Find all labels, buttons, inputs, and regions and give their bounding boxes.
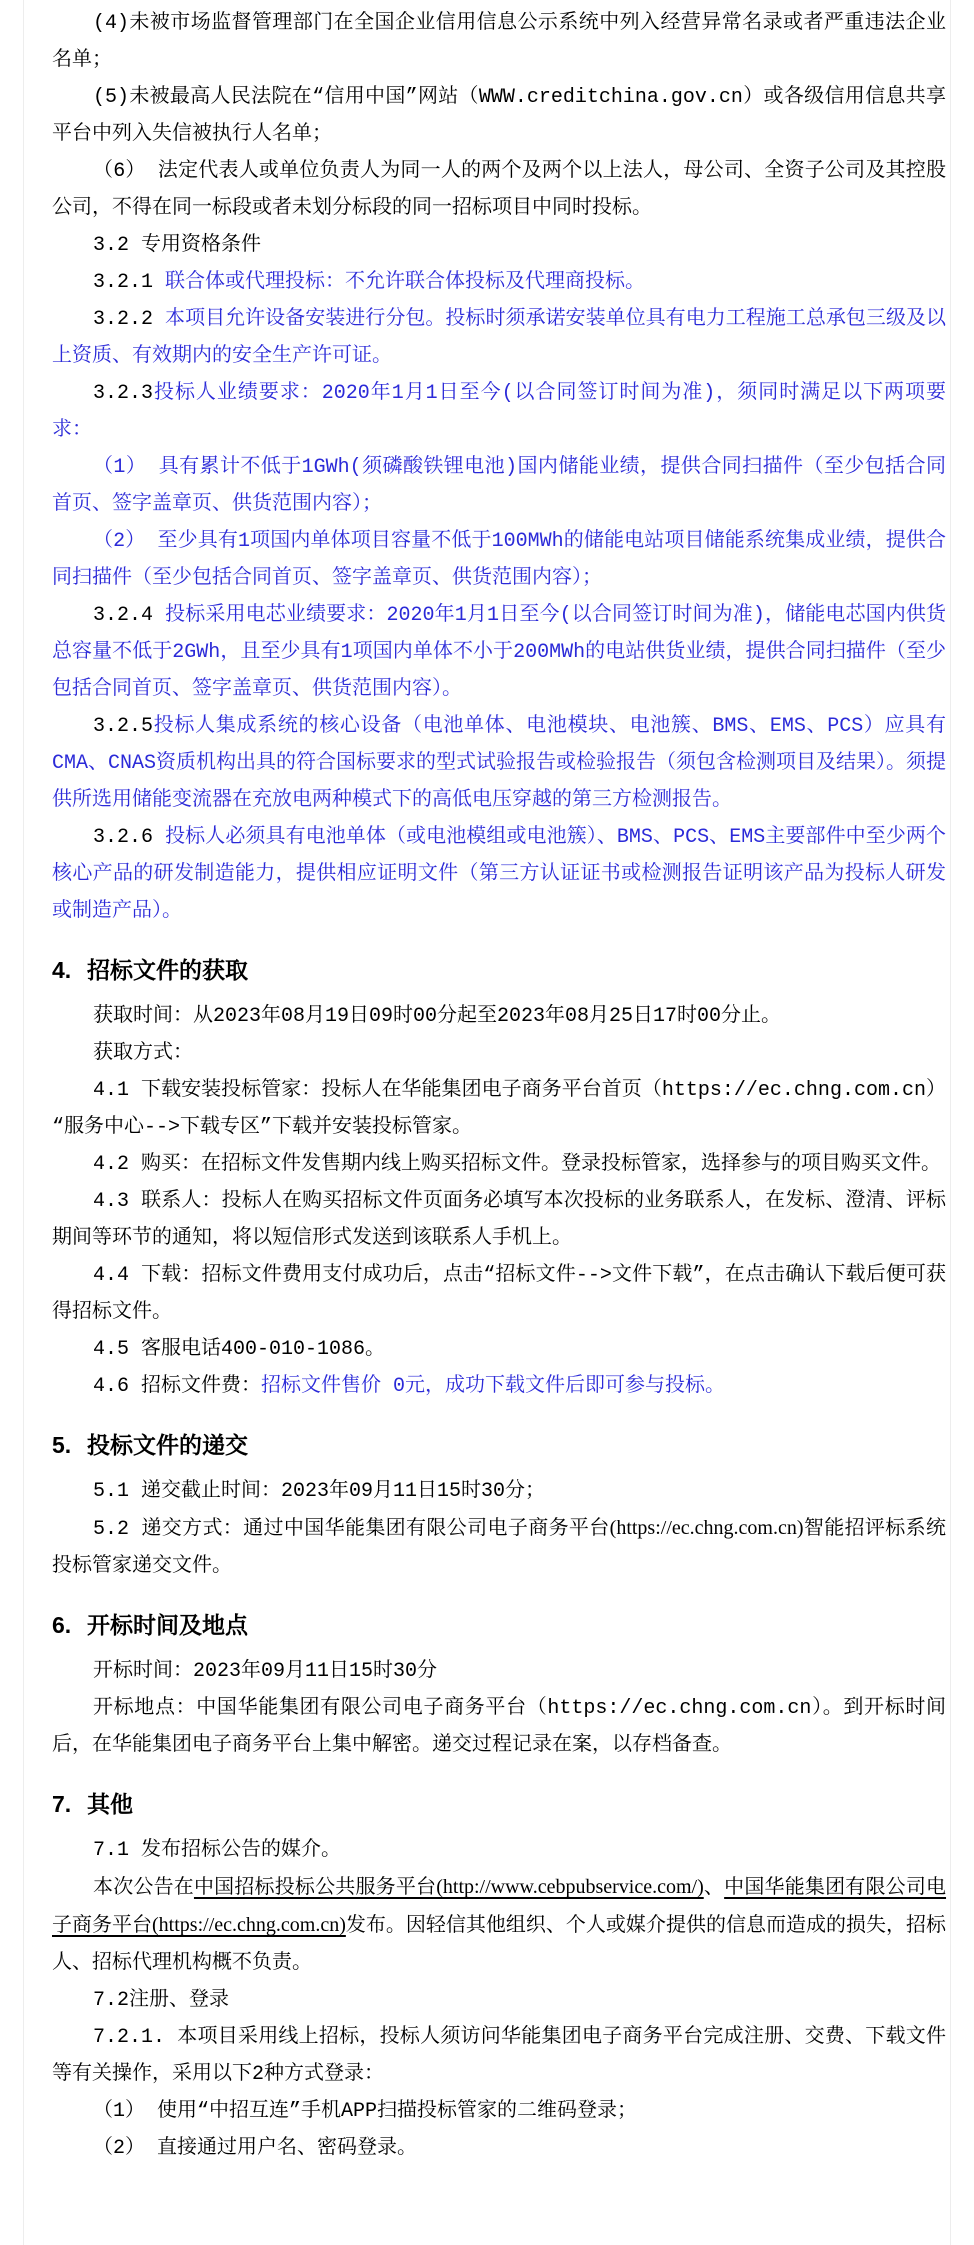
text-segment: 开标时间：2023年09月11日15时30分 <box>93 1660 438 1683</box>
text-segment: （2） 至少具有1项国内单体项目容量不低于100MWh的储能电站项目储能系统集成业绩，提供合同扫描件（至少包括合同首页、签字盖章页、供货范围内容）； <box>52 530 946 590</box>
text-segment: 5.2 递交方式：通过中国华能集团有限公司电子商务平台 <box>93 1518 610 1541</box>
text-segment: 5.1 递交截止时间：2023年09月11日15时30分； <box>93 1480 546 1503</box>
text-segment: 4.2 购买：在招标文件发售期内线上购买招标文件。登录投标管家，选择参与的项目购买文件。 <box>93 1153 942 1176</box>
text-segment: 4.6 招标文件费： <box>93 1375 262 1398</box>
section-title: 招标文件的获取 <box>87 957 248 983</box>
text-segment: 4.3 联系人：投标人在购买招标文件页面务必填写本次投标的业务联系人，在发标、澄清、评标期间等环节的通知，将以短信形式发送到该联系人手机上。 <box>52 1190 946 1250</box>
text-segment: 投标人集成系统的核心设备（电池单体、电池模块、电池簇、BMS、EMS、PCS）应具有CMA、CNAS资质机构出具的符合国标要求的型式试验报告或检验报告（须包含检测项目及结果）。须提供所选用储能变流器在充放电两种模式下的高低电压穿越的第三方检测报告。 <box>52 715 947 812</box>
text-segment: 3.2.2 <box>93 308 166 331</box>
paragraph <box>52 1368 946 1405</box>
section-heading <box>52 948 946 992</box>
paragraph <box>52 1832 946 1869</box>
paragraph <box>52 1035 946 1072</box>
section-title: 投标文件的递交 <box>87 1432 248 1458</box>
text-segment: 3.2.3 <box>93 382 154 405</box>
paragraph <box>52 449 946 523</box>
text-segment: 3.2.1 <box>93 271 166 294</box>
text-segment: 7.2注册、登录 <box>93 1989 230 2012</box>
paragraph <box>52 1072 946 1146</box>
text-segment: 本次公告在 <box>93 1877 194 1900</box>
paragraph <box>52 597 946 708</box>
section-number: 4. <box>52 957 72 983</box>
section-number: 5. <box>52 1432 72 1458</box>
section-title: 开标时间及地点 <box>87 1612 248 1638</box>
paragraph <box>52 2093 946 2130</box>
paragraph <box>52 301 946 375</box>
section-heading <box>52 1603 946 1647</box>
paragraph <box>52 2130 946 2167</box>
text-segment: 投标人业绩要求：2020年1月1日至今(以合同签订时间为准)，须同时满足以下两项要求： <box>52 382 946 442</box>
text-segment: 获取时间：从2023年08月19日09时00分起至2023年08月25日17时00分止。 <box>93 1005 782 1028</box>
link-cebpubservice[interactable]: 中国招标投标公共服务平台(http://www.cebpubservice.com/) <box>193 1876 704 1898</box>
text-segment: 3.2.6 <box>93 826 166 849</box>
text-segment: 招标文件售价 0元，成功下载文件后即可参与投标。 <box>261 1375 726 1398</box>
paragraph <box>52 153 946 227</box>
text-segment: 投标采用电芯业绩要求：2020年1月1日至今(以合同签订时间为准)，储能电芯国内供货总容量不低于2GWh，且至少具有1项国内单体不小于200MWh的电站供货业绩，提供合同扫描件（至少包括合同首页、签字盖章页、供货范围内容）。 <box>52 604 946 701</box>
paragraph <box>52 708 946 819</box>
text-segment: (4)未被市场监督管理部门在全国企业信用信息公示系统中列入经营异常名录或者严重违法企业名单； <box>52 12 946 72</box>
text-segment: 4.4 下载：招标文件费用支付成功后，点击“招标文件-->文件下载”，在点击确认下载后便可获得招标文件。 <box>52 1264 946 1324</box>
paragraph <box>52 1510 946 1585</box>
section-heading <box>52 1782 946 1826</box>
text-segment: （1） 具有累计不低于1GWh(须磷酸铁锂电池)国内储能业绩，提供合同扫描件（至少包括合同首页、签字盖章页、供货范围内容）； <box>52 456 946 516</box>
paragraph <box>52 79 946 153</box>
section-number: 6. <box>52 1612 72 1638</box>
text-segment: 联合体或代理投标：不允许联合体投标及代理商投标。 <box>165 271 646 294</box>
paragraph <box>52 1653 946 1690</box>
paragraph <box>52 227 946 264</box>
document-frame <box>23 0 951 2245</box>
text-segment: （2） 直接通过用户名、密码登录。 <box>93 2137 418 2160</box>
document-body <box>52 5 946 2167</box>
paragraph <box>52 523 946 597</box>
text-segment: 、 <box>703 1877 725 1900</box>
text-segment: 获取方式： <box>93 1042 193 1065</box>
text-segment: 4.1 下载安装投标管家：投标人在华能集团电子商务平台首页（https://ec.chng.com.cn）“服务中心-->下载专区”下载并安装投标管家。 <box>52 1079 946 1139</box>
paragraph <box>52 1982 946 2019</box>
paragraph <box>52 1146 946 1183</box>
paragraph <box>52 1331 946 1368</box>
text-segment: 4.5 客服电话400-010-1086。 <box>93 1338 386 1361</box>
text-segment: 3.2 专用资格条件 <box>93 234 262 257</box>
text-segment: 发布。因轻信其他组织、个人或媒介提供的信息而造成的损失，招标人、招标代理机构概不负责。 <box>52 1915 947 1975</box>
paragraph <box>52 1869 946 1982</box>
text-segment: 投标人必须具有电池单体（或电池模组或电池簇）、BMS、PCS、EMS主要部件中至少两个核心产品的研发制造能力，提供相应证明文件（第三方认证证书或检测报告证明该产品为投标人研发或制造产品）。 <box>52 826 946 923</box>
paragraph <box>52 819 946 930</box>
paragraph <box>52 375 946 449</box>
paragraph <box>52 2019 946 2093</box>
text-segment: 7.1 发布招标公告的媒介。 <box>93 1839 342 1862</box>
link-chng-ec-platform[interactable]: 中国华能集团有限公司电子商务平台(https://ec.chng.com.cn) <box>52 1876 947 1936</box>
text-segment: 7.2.1. 本项目采用线上招标，投标人须访问华能集团电子商务平台完成注册、交费、下载文件等有关操作，采用以下2种方式登录： <box>52 2026 946 2086</box>
text-segment: 开标地点：中国华能集团有限公司电子商务平台（https://ec.chng.com.cn）。到开标时间后，在华能集团电子商务平台上集中解密。递交过程记录在案，以存档备查。 <box>52 1697 946 1757</box>
text-segment: （1） 使用“中招互连”手机APP扫描投标管家的二维码登录； <box>93 2100 638 2123</box>
section-title: 其他 <box>87 1791 133 1817</box>
paragraph <box>52 1257 946 1331</box>
section-number: 7. <box>52 1791 72 1817</box>
paragraph <box>52 1690 946 1764</box>
paragraph <box>52 1183 946 1257</box>
text-segment: (https://ec.chng.com.cn) <box>609 1517 804 1539</box>
paragraph <box>52 1473 946 1510</box>
text-segment: (5)未被最高人民法院在“信用中国”网站（WWW.creditchina.gov.cn）或各级信用信息共享平台中列入失信被执行人名单； <box>52 86 946 146</box>
text-segment: 3.2.4 <box>93 604 166 627</box>
text-segment: （6） 法定代表人或单位负责人为同一人的两个及两个以上法人，母公司、全资子公司及其控股公司，不得在同一标段或者未划分标段的同一招标项目中同时投标。 <box>52 160 946 220</box>
text-segment: 智能招评标系统投标管家递交文件。 <box>52 1518 947 1578</box>
text-segment: 3.2.5 <box>93 715 154 738</box>
paragraph <box>52 264 946 301</box>
section-heading <box>52 1423 946 1467</box>
text-segment: 本项目允许设备安装进行分包。投标时须承诺安装单位具有电力工程施工总承包三级及以上资质、有效期内的安全生产许可证。 <box>52 308 947 368</box>
paragraph <box>52 5 946 79</box>
paragraph <box>52 998 946 1035</box>
